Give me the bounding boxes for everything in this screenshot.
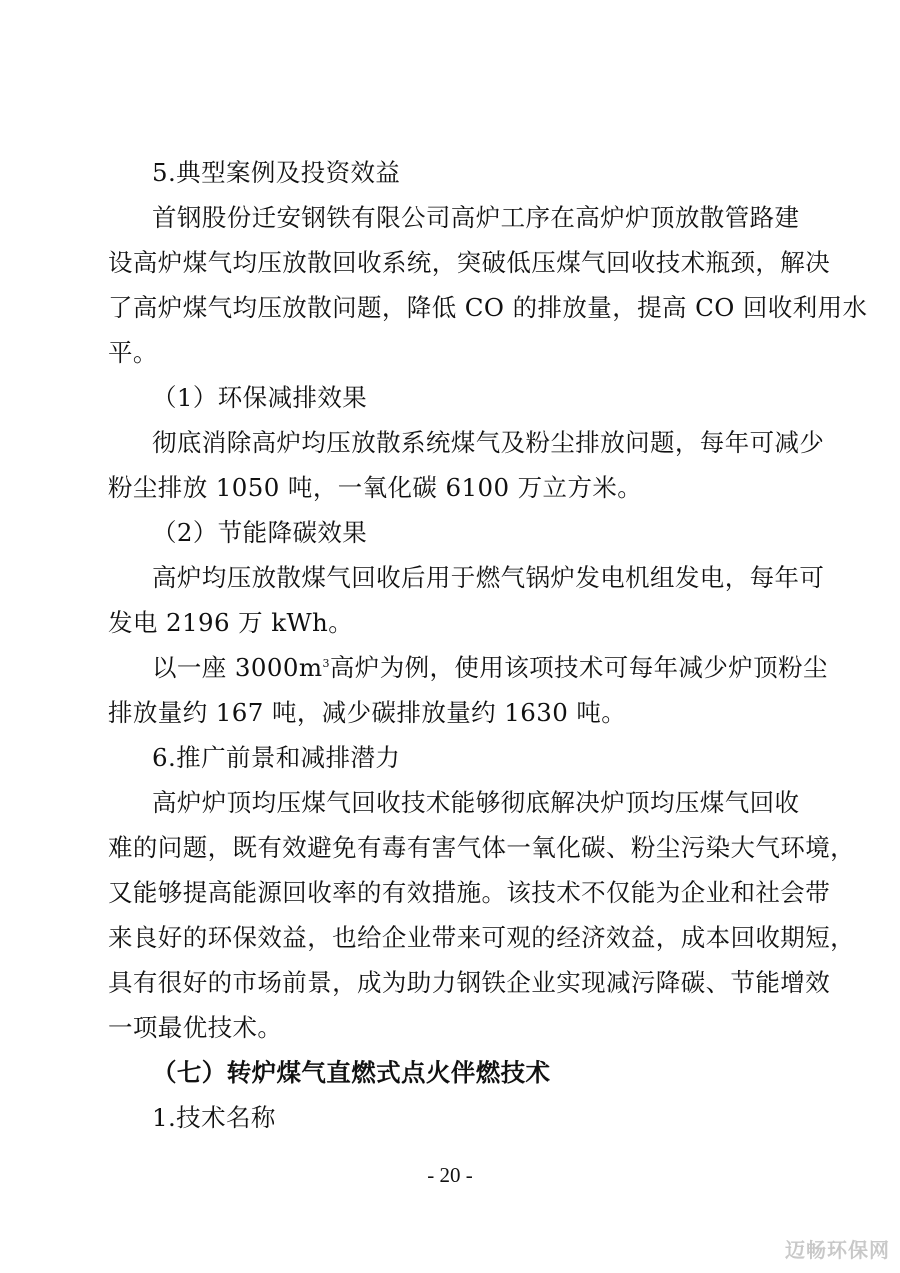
paragraph-line: 难的问题，既有效避免有毒有害气体一氧化碳、粉尘污染大气环境，: [108, 833, 855, 862]
paragraph-line: 彻底消除高炉均压放散系统煤气及粉尘排放问题，每年可减少: [152, 428, 825, 457]
paragraph-line: 排放量约 167 吨，减少碳排放量约 1630 吨。: [108, 698, 627, 727]
subsection-heading-1: （1）环保减排效果: [152, 383, 368, 412]
chapter-heading-7: （七）转炉煤气直燃式点火伴燃技术: [152, 1058, 551, 1087]
paragraph-line: 发电 2196 万 kWh。: [108, 608, 354, 637]
paragraph-line: 高炉炉顶均压煤气回收技术能够彻底解决炉顶均压煤气回收: [152, 788, 800, 817]
page-number: - 20 -: [427, 1163, 473, 1187]
paragraph-line: 高炉均压放散煤气回收后用于燃气锅炉发电机组发电，每年可: [152, 563, 825, 592]
paragraph-line: 又能够提高能源回收率的有效措施。该技术不仅能为企业和社会带: [108, 878, 831, 907]
paragraph-line: 平。: [108, 338, 158, 367]
paragraph-line: 粉尘排放 1050 吨，一氧化碳 6100 万立方米。: [108, 473, 643, 502]
paragraph-line: 设高炉煤气均压放散回收系统，突破低压煤气回收技术瓶颈，解决: [108, 248, 831, 277]
watermark-logo: 迈畅环保网: [785, 1238, 890, 1262]
paragraph-line: 了高炉煤气均压放散问题，降低 CO 的排放量，提高 CO 回收利用水: [108, 293, 868, 322]
paragraph-line: 具有很好的市场前景，成为助力钢铁企业实现减污降碳、节能增效: [108, 968, 831, 997]
example-line: [152, 653, 828, 683]
subsection-heading-2: （2）节能降碳效果: [152, 518, 368, 547]
example-prefix: 以一座 3000m: [152, 653, 323, 682]
superscript: 3: [322, 656, 330, 670]
example-rest: 高炉为例，使用该项技术可每年减少炉顶粉尘: [329, 653, 828, 682]
paragraph-line: 首钢股份迁安钢铁有限公司高炉工序在高炉炉顶放散管路建: [152, 203, 800, 232]
section-heading-6: 6.推广前景和减排潜力: [152, 743, 401, 772]
section-heading-1: 1.技术名称: [152, 1103, 276, 1132]
paragraph-line: 一项最优技术。: [108, 1013, 283, 1042]
section-heading-5: 5.典型案例及投资效益: [152, 158, 401, 187]
paragraph-line: 来良好的环保效益，也给企业带来可观的经济效益，成本回收期短，: [108, 923, 855, 952]
